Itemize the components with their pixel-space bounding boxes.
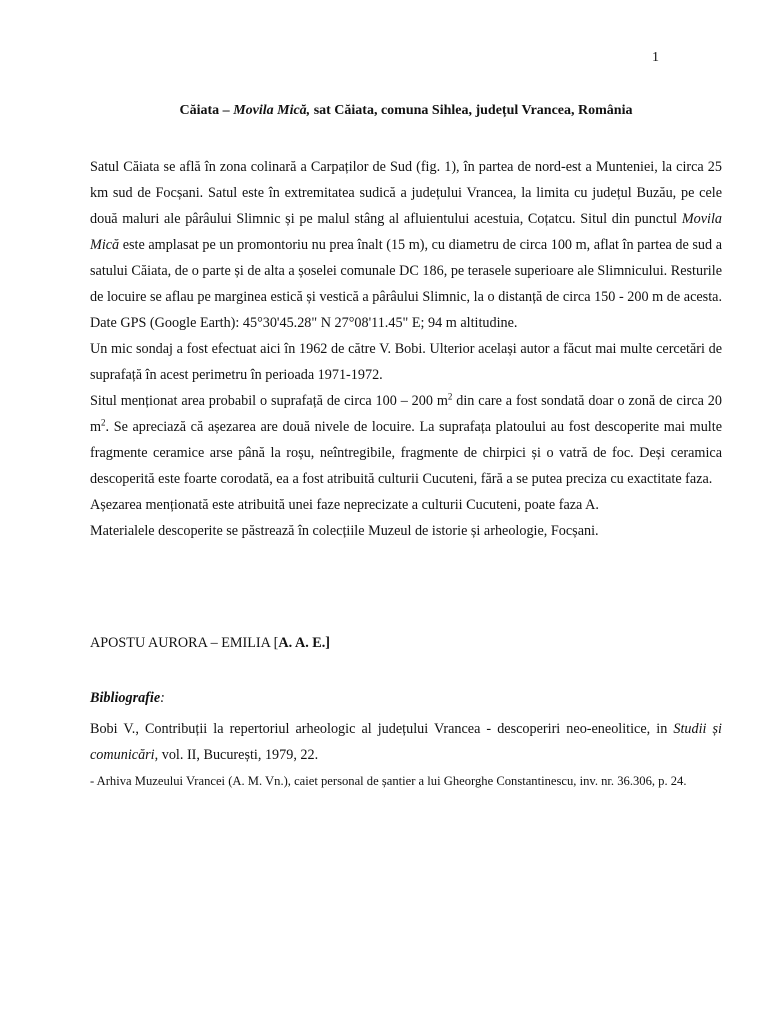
bibliography-heading-text: Bibliografie bbox=[90, 690, 161, 706]
paragraph-location bbox=[90, 154, 722, 336]
paragraph-description-text-c: . Se apreciază că așezarea are două nivele de locuire. La suprafața platoului au fost descoperite mai multe fragmente ceramice arse până la roșu, neîntregibile, fragmente de chirpici și o vatră de foc. Deși ceramica descoperită este foarte corodată, ea a fost atribuită culturii Cucuteni, fără a se putea preciza cu exactitate faza. bbox=[90, 419, 722, 487]
author-name: APOSTU AURORA – EMILIA [ bbox=[90, 635, 279, 651]
paragraph-location-text-a: Satul Căiata se află în zona colinară a Carpaților de Sud (fig. 1), în partea de nord-est a Munteniei, la circa 25 km sud de Focșani. Satul este în extremitatea sudică a județului Vrancea, la limita cu județul Buzău, pe cele două maluri ale pârâului Slimnic și pe malul stâng al afluientului acestuia, Coțatcu. Situl din punctul bbox=[90, 159, 722, 227]
paragraph-research: Un mic sondaj a fost efectuat aici în 1962 de către V. Bobi. Ulterior același autor a făcut mai multe cercetări de suprafață în acest perimetru în perioada 1971-1972. bbox=[90, 341, 722, 383]
bibliography-entry: - Arhiva Muzeului Vrancei (A. M. Vn.), caiet personal de șantier a lui Gheorghe Constantinescu, inv. nr. 36.306, p. 24. bbox=[90, 774, 687, 788]
title-part-1: Căiata – bbox=[179, 103, 234, 118]
paragraph-description-text-a: Situl menționat area probabil o suprafață de circa 100 – 200 m bbox=[90, 393, 448, 409]
bibliography-heading-colon: : bbox=[160, 690, 165, 706]
superscript-2: 2 bbox=[101, 417, 106, 428]
document-body bbox=[90, 154, 722, 544]
bibliography-entry bbox=[90, 716, 722, 768]
paragraph-location-text-c: este amplasat pe un promontoriu nu prea înalt (15 m), cu diametru de circa 100 m, aflat în partea de sud a satului Căiata, de o parte și de alta a șoselei comunale DC 186, pe terasele superioare ale Slimnicului. Resturile de locuire se aflau pe marginea estică și vestică a pârâului Slimnic, la o distanță de circa 150 - 200 m de acesta. Date GPS (Google Earth): 45°30'45.28" N 27°08'11.45" E; 94 m altitudine. bbox=[90, 237, 722, 331]
paragraph-location-site-name: Movila Mică bbox=[90, 211, 722, 253]
author-line bbox=[90, 635, 330, 652]
bibliography-list bbox=[90, 716, 722, 794]
bibliography-entry-1-text-a: Bobi V., Contribuții la repertoriul arheologic al județului Vrancea - descoperiri neo-eneolitice, in bbox=[90, 721, 674, 737]
bibliography-entry-1-text-c: , vol. II, București, 1979, 22. bbox=[154, 747, 319, 763]
author-initials: A. A. E.] bbox=[278, 635, 331, 651]
paragraph-description bbox=[90, 388, 722, 492]
title-site-name: Movila Mică, bbox=[233, 103, 311, 118]
page-number: 1 bbox=[652, 50, 659, 65]
title-part-3: sat Căiata, comuna Sihlea, județul Vrancea, România bbox=[310, 103, 633, 118]
paragraph-attribution: Așezarea menționată este atribuită unei faze neprecizate a culturii Cucuteni, poate faza A. bbox=[90, 497, 599, 513]
paragraph-collection: Materialele descoperite se păstrează în colecțiile Muzeul de istorie și arheologie, Focșani. bbox=[90, 523, 599, 539]
superscript-1: 2 bbox=[447, 391, 453, 402]
document-title bbox=[90, 103, 722, 119]
bibliography-heading bbox=[90, 690, 165, 707]
paragraph-description-text-b: din care a fost sondată doar o zonă de circa 20 m bbox=[90, 393, 722, 435]
bibliography-entry-1-journal: Studii și comunicări bbox=[90, 721, 722, 763]
